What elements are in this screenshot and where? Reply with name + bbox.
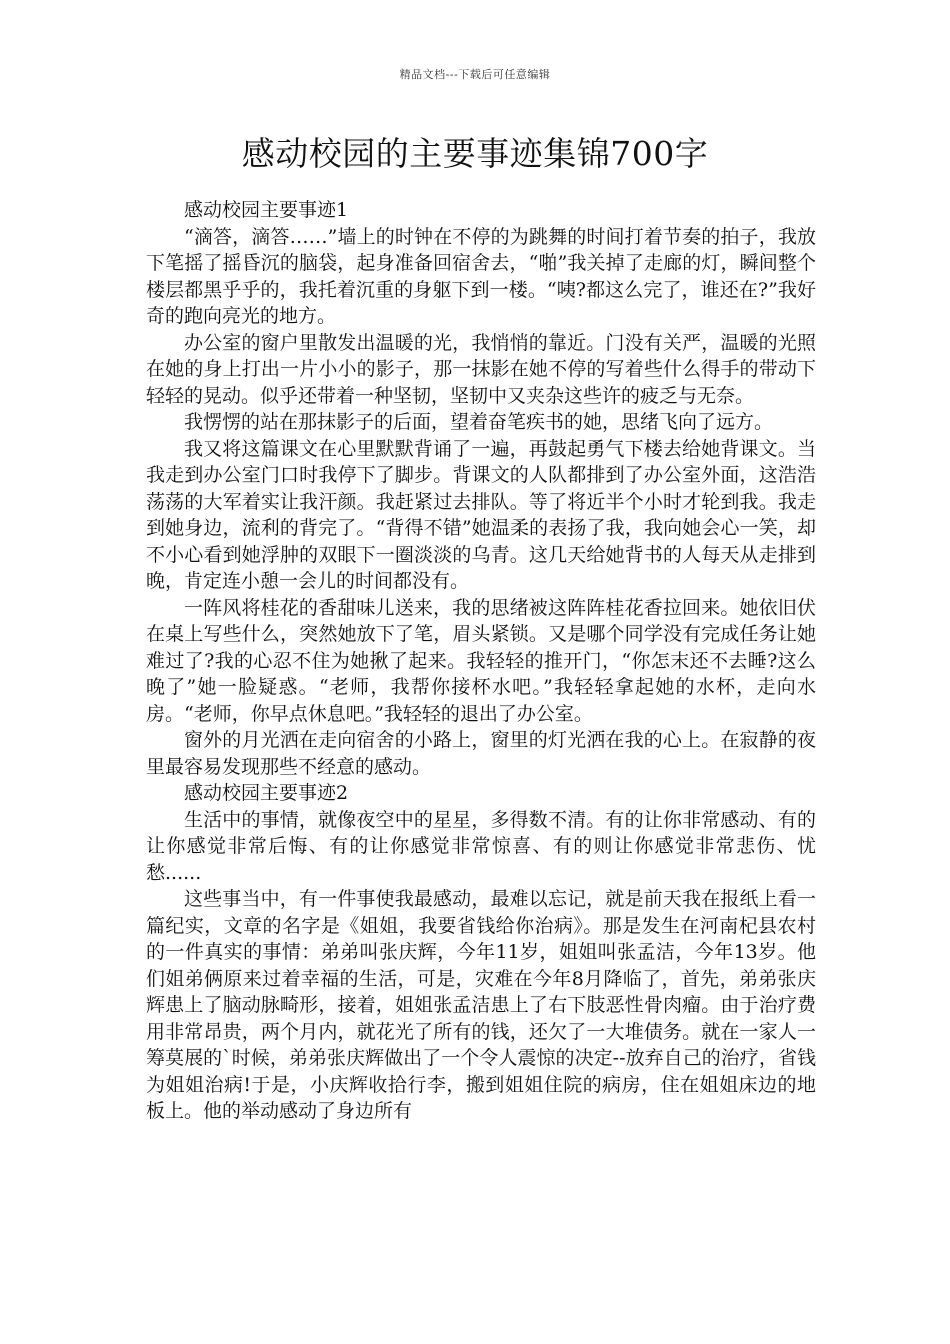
paragraph: 这些事当中，有一件事使我最感动，最难以忘记，就是前天我在报纸上看一篇纪实，文章的名字是《姐姐，我要省钱给你治病》。那是发生在河南杞县农村的一件真实的事情：弟弟叫张庆辉，今年11岁，姐姐叫张孟洁，今年13岁。他们姐弟俩原来过着幸福的生活，可是，灾难在今年8月降临了，首先，弟弟张庆辉患上了脑动脉畸形，接着，姐姐张孟洁患上了右下肢恶性骨肉瘤。由于治疗费用非常昂贵，两个月内，就花光了所有的钱，还欠了一大堆债务。就在一家人一筹莫展的`时候，弟弟张庆辉做出了一个令人震惊的决定--放弃自己的治疗，省钱为姐姐治病!于是，小庆辉收拾行李，搬到姐姐住院的病房，住在姐姐床边的地板上。他的举动感动了身边所有 [146, 888, 816, 1122]
header-note: 精品文档---下载后可任意编辑 [399, 68, 551, 81]
document-title: 感动校园的主要事迹集锦700字 [241, 134, 709, 173]
section-heading: 感动校园主要事迹1 [184, 199, 349, 221]
article-body [146, 197, 816, 1125]
paragraph: 生活中的事情，就像夜空中的星星，多得数不清。有的让你非常感动、有的让你感觉非常后悔、有的让你感觉非常惊喜、有的则让你感觉非常悲伤、忧愁...... [146, 808, 816, 884]
section-heading: 感动校园主要事迹2 [184, 782, 349, 804]
paragraph: 窗外的月光洒在走向宿舍的小路上，窗里的灯光洒在我的心上。在寂静的夜里最容易发现那些不经意的感动。 [146, 729, 816, 778]
paragraph: “滴答，滴答……”墙上的时钟在不停的为跳舞的时间打着节奏的拍子，我放下笔摇了摇昏沉的脑袋，起身准备回宿舍去，“啪”我关掉了走廊的灯，瞬间整个楼层都黑乎乎的，我托着沉重的身躯下到一楼。“咦?都这么完了，谁还在?”我好奇的跑向亮光的地方。 [146, 225, 816, 327]
paragraph: 办公室的窗户里散发出温暖的光，我悄悄的靠近。门没有关严，温暖的光照在她的身上打出一片小小的影子，那一抹影在她不停的写着些什么得手的带动下轻轻的晃动。似乎还带着一种坚韧，坚韧中又夹杂这些许的疲乏与无奈。 [146, 331, 816, 407]
paragraph: 我又将这篇课文在心里默默背诵了一遍，再鼓起勇气下楼去给她背课文。当我走到办公室门口时我停下了脚步。背课文的人队都排到了办公室外面，这浩浩荡荡的大军着实让我汗颜。我赶紧过去排队。等了将近半个小时才轮到我。我走到她身边，流利的背完了。“背得不错”她温柔的表扬了我，我向她会心一笑，却不小心看到她浮肿的双眼下一圈淡淡的乌青。这几天给她背书的人每天从走排到晚，肯定连小憩一会儿的时间都没有。 [146, 437, 816, 592]
paragraph: 一阵风将桂花的香甜味儿送来，我的思绪被这阵阵桂花香拉回来。她依旧伏在桌上写些什么，突然她放下了笔，眉头紧锁。又是哪个同学没有完成任务让她难过了?我的心忍不住为她揪了起来。我轻轻的推开门，“你怎末还不去睡?这么晚了”她一脸疑惑。“老师，我帮你接杯水吧。”我轻轻拿起她的水杯，走向水房。“老师，你早点休息吧。”我轻轻的退出了办公室。 [146, 596, 816, 725]
paragraph: 我愣愣的站在那抹影子的后面，望着奋笔疾书的她，思绪飞向了远方。 [184, 411, 774, 433]
